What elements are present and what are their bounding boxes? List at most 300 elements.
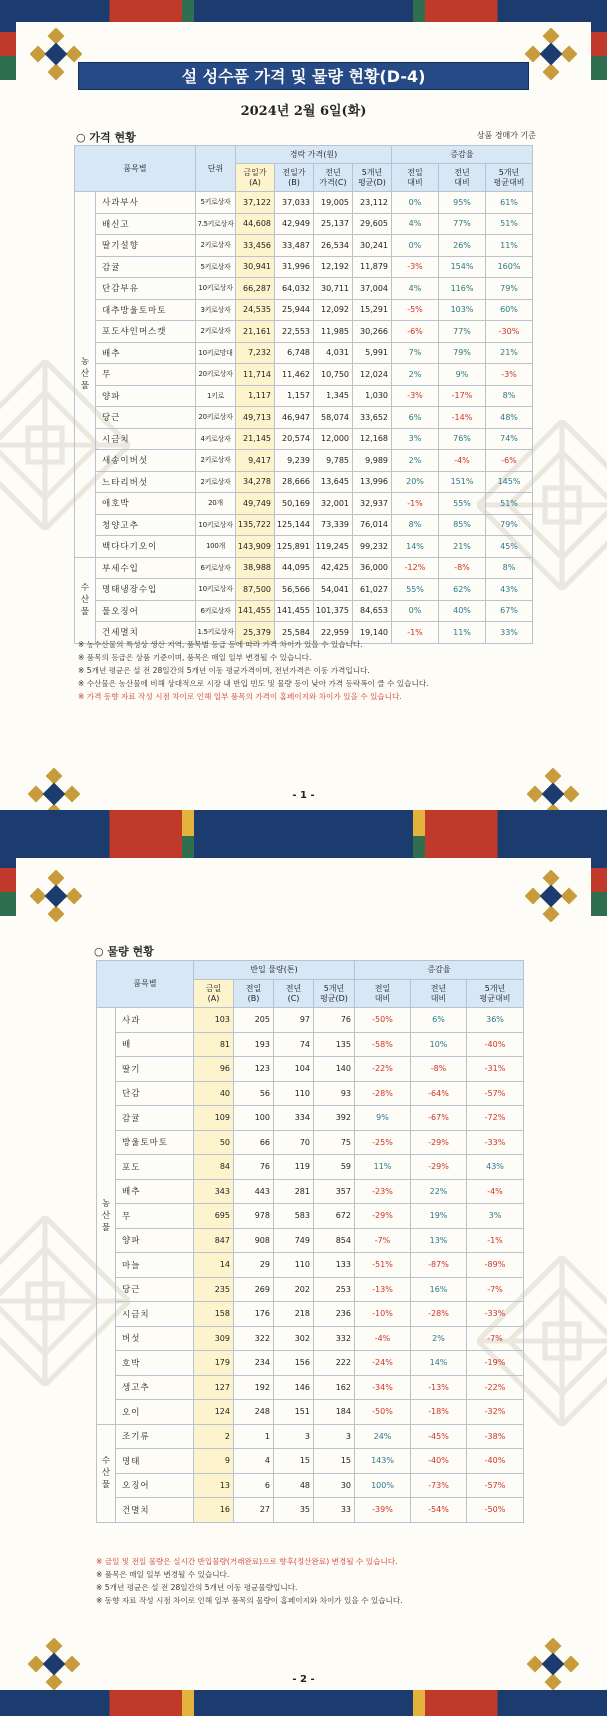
change-vs-year: 26% xyxy=(439,235,486,257)
value-avg5: 15 xyxy=(314,1449,355,1474)
item-name: 딸기설향 xyxy=(96,235,196,257)
item-name: 당근 xyxy=(116,1277,194,1302)
table-row xyxy=(97,1106,524,1131)
value-lastyear: 26,534 xyxy=(314,235,353,257)
change-vs-prev: 3% xyxy=(392,428,439,450)
value-avg5: 12,024 xyxy=(353,364,392,386)
change-vs-prev: 143% xyxy=(355,1449,411,1474)
change-vs-year: 85% xyxy=(439,514,486,536)
value-today: 343 xyxy=(194,1179,234,1204)
value-prev: 25,584 xyxy=(275,622,314,644)
item-unit: 6키로상자 xyxy=(196,600,236,622)
value-today: 44,608 xyxy=(236,213,275,235)
header-vs-avg: 5개년 평균대비 xyxy=(467,980,524,1008)
value-lastyear: 30,711 xyxy=(314,278,353,300)
change-vs-avg: 8% xyxy=(486,385,533,407)
page-2 xyxy=(0,836,607,1716)
change-vs-year: 77% xyxy=(439,321,486,343)
note-line: ※ 농수산물의 특성상 생산 지역, 품목별 등급 등에 따라 가격 차이가 있을 수 있습니다. xyxy=(78,640,363,649)
change-vs-avg: -4% xyxy=(467,1179,524,1204)
value-prev: 205 xyxy=(234,1008,274,1033)
change-vs-year: 151% xyxy=(439,471,486,493)
item-name: 호박 xyxy=(116,1351,194,1376)
value-avg5: 30,241 xyxy=(353,235,392,257)
change-vs-avg: 21% xyxy=(486,342,533,364)
value-prev: 978 xyxy=(234,1204,274,1229)
value-lastyear: 32,001 xyxy=(314,493,353,515)
value-avg5: 1,030 xyxy=(353,385,392,407)
change-vs-avg: -6% xyxy=(486,450,533,472)
value-today: 33,456 xyxy=(236,235,275,257)
value-lastyear: 110 xyxy=(274,1081,314,1106)
group-label: 농 산 물 xyxy=(97,1008,116,1425)
change-vs-prev: 9% xyxy=(355,1106,411,1131)
change-vs-avg: -33% xyxy=(467,1130,524,1155)
change-vs-avg: -40% xyxy=(467,1032,524,1057)
table-row xyxy=(97,1473,524,1498)
change-vs-prev: -34% xyxy=(355,1375,411,1400)
change-vs-year: -28% xyxy=(411,1302,467,1327)
value-prev: 100 xyxy=(234,1106,274,1131)
table-row xyxy=(75,536,533,558)
change-vs-prev: -39% xyxy=(355,1498,411,1523)
value-today: 179 xyxy=(194,1351,234,1376)
table-row xyxy=(75,192,533,214)
header-lastyear: 전년 가격(C) xyxy=(314,164,353,192)
item-name: 배신고 xyxy=(96,213,196,235)
value-avg5: 236 xyxy=(314,1302,355,1327)
value-lastyear: 218 xyxy=(274,1302,314,1327)
change-vs-prev: 0% xyxy=(392,192,439,214)
value-today: 24,535 xyxy=(236,299,275,321)
value-today: 14 xyxy=(194,1253,234,1278)
lattice-ornament-icon xyxy=(525,28,577,80)
table-row xyxy=(97,1351,524,1376)
change-vs-year: -4% xyxy=(439,450,486,472)
value-today: 9 xyxy=(194,1449,234,1474)
change-vs-year: 13% xyxy=(411,1228,467,1253)
header-change-rate: 증감율 xyxy=(355,961,524,980)
value-prev: 1,157 xyxy=(275,385,314,407)
change-vs-prev: -4% xyxy=(355,1326,411,1351)
item-name: 무 xyxy=(96,364,196,386)
page-title: 설 성수품 가격 및 물량 현황(D-4) xyxy=(78,62,529,90)
value-prev: 248 xyxy=(234,1400,274,1425)
change-vs-year: 77% xyxy=(439,213,486,235)
item-name: 감귤 xyxy=(96,256,196,278)
volume-section-title: ○ 물량 현황 xyxy=(94,945,154,958)
change-vs-year: -29% xyxy=(411,1155,467,1180)
table-row xyxy=(75,299,533,321)
change-vs-prev: -3% xyxy=(392,385,439,407)
change-vs-prev: -10% xyxy=(355,1302,411,1327)
value-lastyear: 42,425 xyxy=(314,557,353,579)
change-vs-prev: -51% xyxy=(355,1253,411,1278)
value-today: 695 xyxy=(194,1204,234,1229)
item-unit: 10키로상자 xyxy=(196,514,236,536)
table-row xyxy=(97,1449,524,1474)
table-row xyxy=(75,557,533,579)
value-today: 7,232 xyxy=(236,342,275,364)
value-today: 143,909 xyxy=(236,536,275,558)
change-vs-avg: -72% xyxy=(467,1106,524,1131)
value-lastyear: 12,092 xyxy=(314,299,353,321)
item-unit: 4키로상자 xyxy=(196,428,236,450)
change-vs-prev: -50% xyxy=(355,1400,411,1425)
price-notes xyxy=(78,638,558,703)
table-row xyxy=(97,1057,524,1082)
value-prev: 29 xyxy=(234,1253,274,1278)
table-row xyxy=(97,1400,524,1425)
change-vs-prev: 8% xyxy=(392,514,439,536)
value-lastyear: 19,005 xyxy=(314,192,353,214)
header-vs-year: 전년 대비 xyxy=(411,980,467,1008)
change-vs-year: -54% xyxy=(411,1498,467,1523)
value-today: 2 xyxy=(194,1424,234,1449)
change-vs-year: -13% xyxy=(411,1375,467,1400)
change-vs-prev: 2% xyxy=(392,364,439,386)
table-row xyxy=(75,256,533,278)
table-row xyxy=(97,1326,524,1351)
value-lastyear: 101,375 xyxy=(314,600,353,622)
item-name: 배추 xyxy=(96,342,196,364)
change-vs-prev: -12% xyxy=(392,557,439,579)
note-line: ※ 수산물은 농산물에 비해 상대적으로 시장 내 반입 빈도 및 물량 등이 낮아 가격 등락폭이 클 수 있습니다. xyxy=(78,679,429,688)
value-prev: 20,574 xyxy=(275,428,314,450)
table-row xyxy=(97,1130,524,1155)
item-name: 물오징어 xyxy=(96,600,196,622)
value-today: 66,287 xyxy=(236,278,275,300)
value-avg5: 5,991 xyxy=(353,342,392,364)
item-name: 느타리버섯 xyxy=(96,471,196,493)
table-row xyxy=(97,1008,524,1033)
value-lastyear: 13,645 xyxy=(314,471,353,493)
top-decorative-stripe xyxy=(0,836,607,858)
value-prev: 443 xyxy=(234,1179,274,1204)
item-name: 시금치 xyxy=(116,1302,194,1327)
change-vs-year: -67% xyxy=(411,1106,467,1131)
group-label: 농 산 물 xyxy=(75,192,96,558)
change-vs-year: -14% xyxy=(439,407,486,429)
change-vs-avg: 8% xyxy=(486,557,533,579)
top-decorative-stripe xyxy=(0,0,607,22)
value-prev: 1 xyxy=(234,1424,274,1449)
value-lastyear: 12,000 xyxy=(314,428,353,450)
value-prev: 33,487 xyxy=(275,235,314,257)
group-label: 수 산 물 xyxy=(97,1424,116,1522)
header-avg5: 5개년 평균(D) xyxy=(353,164,392,192)
value-prev: 322 xyxy=(234,1326,274,1351)
change-vs-prev: -13% xyxy=(355,1277,411,1302)
header-item: 품목별 xyxy=(75,146,196,192)
table-row xyxy=(97,1277,524,1302)
item-unit: 5키로상자 xyxy=(196,256,236,278)
value-lastyear: 281 xyxy=(274,1179,314,1204)
value-lastyear: 12,192 xyxy=(314,256,353,278)
item-name: 사과 xyxy=(116,1008,194,1033)
item-name: 양파 xyxy=(116,1228,194,1253)
value-lastyear: 9,785 xyxy=(314,450,353,472)
change-vs-avg: 145% xyxy=(486,471,533,493)
item-name: 시금치 xyxy=(96,428,196,450)
change-vs-year: -8% xyxy=(439,557,486,579)
change-vs-prev: -6% xyxy=(392,321,439,343)
value-avg5: 140 xyxy=(314,1057,355,1082)
change-vs-prev: 20% xyxy=(392,471,439,493)
note-line-warning: ※ 가격 동향 자료 작성 시점 차이로 인해 일부 품목의 가격이 홈페이지와 차이가 있을 수 있습니다. xyxy=(78,692,402,701)
change-vs-avg: 48% xyxy=(486,407,533,429)
change-vs-avg: -3% xyxy=(486,364,533,386)
value-today: 25,379 xyxy=(236,622,275,644)
header-today: 금일 (A) xyxy=(194,980,234,1008)
value-today: 9,417 xyxy=(236,450,275,472)
table-row xyxy=(75,213,533,235)
change-vs-avg: -89% xyxy=(467,1253,524,1278)
change-vs-avg: -40% xyxy=(467,1449,524,1474)
value-today: 49,713 xyxy=(236,407,275,429)
table-row xyxy=(97,1253,524,1278)
value-avg5: 61,027 xyxy=(353,579,392,601)
value-prev: 76 xyxy=(234,1155,274,1180)
item-name: 포도 xyxy=(116,1155,194,1180)
table-row xyxy=(75,450,533,472)
header-incoming-volume: 반입 물량(톤) xyxy=(194,961,355,980)
value-today: 21,145 xyxy=(236,428,275,450)
bottom-decorative-stripe xyxy=(0,810,607,836)
change-vs-prev: 0% xyxy=(392,600,439,622)
table-row xyxy=(75,428,533,450)
change-vs-year: -40% xyxy=(411,1449,467,1474)
change-vs-prev: -24% xyxy=(355,1351,411,1376)
header-vs-avg: 5개년 평균대비 xyxy=(486,164,533,192)
change-vs-prev: -1% xyxy=(392,493,439,515)
value-lastyear: 104 xyxy=(274,1057,314,1082)
value-prev: 46,947 xyxy=(275,407,314,429)
change-vs-avg: 79% xyxy=(486,514,533,536)
report-date: 2024년 2월 6일(화) xyxy=(240,104,367,119)
change-vs-prev: -1% xyxy=(392,622,439,644)
change-vs-prev: -22% xyxy=(355,1057,411,1082)
value-lastyear: 334 xyxy=(274,1106,314,1131)
value-prev: 234 xyxy=(234,1351,274,1376)
item-name: 마늘 xyxy=(116,1253,194,1278)
item-name: 대추방울토마토 xyxy=(96,299,196,321)
value-prev: 123 xyxy=(234,1057,274,1082)
change-vs-prev: -29% xyxy=(355,1204,411,1229)
value-avg5: 76 xyxy=(314,1008,355,1033)
value-avg5: 30,266 xyxy=(353,321,392,343)
change-vs-year: 16% xyxy=(411,1277,467,1302)
value-avg5: 33,652 xyxy=(353,407,392,429)
value-today: 235 xyxy=(194,1277,234,1302)
change-vs-prev: 2% xyxy=(392,450,439,472)
value-avg5: 76,014 xyxy=(353,514,392,536)
value-lastyear: 11,985 xyxy=(314,321,353,343)
table-row xyxy=(97,1498,524,1523)
value-lastyear: 97 xyxy=(274,1008,314,1033)
value-today: 847 xyxy=(194,1228,234,1253)
price-section-title: ○ 가격 현황 xyxy=(76,131,136,144)
item-unit: 2키로상자 xyxy=(196,471,236,493)
change-vs-year: 95% xyxy=(439,192,486,214)
value-avg5: 59 xyxy=(314,1155,355,1180)
value-lastyear: 4,031 xyxy=(314,342,353,364)
value-today: 158 xyxy=(194,1302,234,1327)
value-lastyear: 70 xyxy=(274,1130,314,1155)
change-vs-avg: -57% xyxy=(467,1081,524,1106)
value-today: 50 xyxy=(194,1130,234,1155)
table-row xyxy=(75,514,533,536)
change-vs-year: 40% xyxy=(439,600,486,622)
change-vs-year: 116% xyxy=(439,278,486,300)
value-avg5: 184 xyxy=(314,1400,355,1425)
item-name: 오징어 xyxy=(116,1473,194,1498)
value-lastyear: 156 xyxy=(274,1351,314,1376)
change-vs-avg: 160% xyxy=(486,256,533,278)
table-row xyxy=(97,1424,524,1449)
value-today: 13 xyxy=(194,1473,234,1498)
item-unit: 6키로상자 xyxy=(196,557,236,579)
change-vs-year: -45% xyxy=(411,1424,467,1449)
value-prev: 44,095 xyxy=(275,557,314,579)
change-vs-year: 19% xyxy=(411,1204,467,1229)
note-line: ※ 5개년 평균은 설 전 28일간의 5개년 이동 평균물량입니다. xyxy=(96,1583,298,1592)
value-today: 84 xyxy=(194,1155,234,1180)
item-name: 조기류 xyxy=(116,1424,194,1449)
value-avg5: 222 xyxy=(314,1351,355,1376)
value-today: 109 xyxy=(194,1106,234,1131)
change-vs-avg: 33% xyxy=(486,622,533,644)
value-lastyear: 302 xyxy=(274,1326,314,1351)
value-prev: 64,032 xyxy=(275,278,314,300)
item-unit: 100개 xyxy=(196,536,236,558)
value-avg5: 133 xyxy=(314,1253,355,1278)
lattice-ornament-icon xyxy=(30,28,82,80)
change-vs-prev: -5% xyxy=(392,299,439,321)
value-lastyear: 749 xyxy=(274,1228,314,1253)
value-avg5: 392 xyxy=(314,1106,355,1131)
item-unit: 10키로상자 xyxy=(196,579,236,601)
value-avg5: 13,996 xyxy=(353,471,392,493)
value-avg5: 99,232 xyxy=(353,536,392,558)
right-decorative-strip xyxy=(591,0,607,80)
page-1 xyxy=(0,0,607,836)
value-avg5: 3 xyxy=(314,1424,355,1449)
change-vs-avg: -30% xyxy=(486,321,533,343)
item-name: 버섯 xyxy=(116,1326,194,1351)
change-vs-prev: 55% xyxy=(392,579,439,601)
item-name: 배 xyxy=(116,1032,194,1057)
change-vs-avg: -31% xyxy=(467,1057,524,1082)
note-line-warning: ※ 금일 및 전일 물량은 실시간 반입물량(거래완료)으로 향후(정산완료) 변경될 수 있습니다. xyxy=(96,1557,398,1566)
table-row xyxy=(97,1155,524,1180)
header-auction-price: 경락 가격(원) xyxy=(236,146,392,164)
change-vs-year: 154% xyxy=(439,256,486,278)
value-prev: 269 xyxy=(234,1277,274,1302)
item-name: 백다다기오이 xyxy=(96,536,196,558)
change-vs-avg: 3% xyxy=(467,1204,524,1229)
change-vs-avg: -50% xyxy=(467,1498,524,1523)
value-prev: 56 xyxy=(234,1081,274,1106)
value-today: 38,988 xyxy=(236,557,275,579)
note-line: ※ 동향 자료 작성 시점 차이로 인해 일부 품목의 물량이 홈페이지와 차이가 있을 수 있습니다. xyxy=(96,1596,403,1605)
value-lastyear: 10,750 xyxy=(314,364,353,386)
value-today: 37,122 xyxy=(236,192,275,214)
value-today: 87,500 xyxy=(236,579,275,601)
change-vs-avg: 67% xyxy=(486,600,533,622)
change-vs-year: 21% xyxy=(439,536,486,558)
value-prev: 66 xyxy=(234,1130,274,1155)
value-avg5: 253 xyxy=(314,1277,355,1302)
change-vs-avg: 36% xyxy=(467,1008,524,1033)
item-name: 단감 xyxy=(116,1081,194,1106)
value-prev: 9,239 xyxy=(275,450,314,472)
value-avg5: 84,653 xyxy=(353,600,392,622)
change-vs-prev: -28% xyxy=(355,1081,411,1106)
table-row xyxy=(75,364,533,386)
value-lastyear: 35 xyxy=(274,1498,314,1523)
item-name: 배추 xyxy=(116,1179,194,1204)
item-unit: 5키로상자 xyxy=(196,192,236,214)
item-name: 무 xyxy=(116,1204,194,1229)
item-name: 단감부유 xyxy=(96,278,196,300)
change-vs-prev: -3% xyxy=(392,256,439,278)
table-row xyxy=(75,342,533,364)
change-vs-year: 14% xyxy=(411,1351,467,1376)
change-vs-year: 62% xyxy=(439,579,486,601)
header-change-rate: 증감율 xyxy=(392,146,533,164)
item-unit: 2키로상자 xyxy=(196,235,236,257)
value-today: 34,278 xyxy=(236,471,275,493)
table-row xyxy=(75,385,533,407)
table-row xyxy=(75,471,533,493)
item-unit: 10키로망대 xyxy=(196,342,236,364)
page-number: - 2 - xyxy=(292,1674,315,1685)
value-avg5: 9,989 xyxy=(353,450,392,472)
change-vs-prev: 4% xyxy=(392,213,439,235)
header-vs-prev: 전일 대비 xyxy=(392,164,439,192)
value-prev: 22,553 xyxy=(275,321,314,343)
value-today: 135,722 xyxy=(236,514,275,536)
item-unit: 2키로상자 xyxy=(196,321,236,343)
change-vs-year: 76% xyxy=(439,428,486,450)
value-today: 103 xyxy=(194,1008,234,1033)
change-vs-year: 10% xyxy=(411,1032,467,1057)
price-basis-note: 상품 경매가 기준 xyxy=(476,131,536,140)
page-number: - 1 - xyxy=(292,790,315,801)
header-unit: 단위 xyxy=(196,146,236,192)
header-avg5: 5개년 평균(D) xyxy=(314,980,355,1008)
item-name: 명태 xyxy=(116,1449,194,1474)
value-lastyear: 3 xyxy=(274,1424,314,1449)
value-lastyear: 48 xyxy=(274,1473,314,1498)
item-name: 새송이버섯 xyxy=(96,450,196,472)
value-today: 96 xyxy=(194,1057,234,1082)
change-vs-prev: 0% xyxy=(392,235,439,257)
value-lastyear: 73,339 xyxy=(314,514,353,536)
right-decorative-strip xyxy=(591,836,607,916)
item-name: 사과부사 xyxy=(96,192,196,214)
table-row xyxy=(75,493,533,515)
value-today: 124 xyxy=(194,1400,234,1425)
value-avg5: 19,140 xyxy=(353,622,392,644)
change-vs-avg: -38% xyxy=(467,1424,524,1449)
value-prev: 6 xyxy=(234,1473,274,1498)
change-vs-avg: 51% xyxy=(486,493,533,515)
change-vs-year: -17% xyxy=(439,385,486,407)
value-avg5: 332 xyxy=(314,1326,355,1351)
table-row xyxy=(97,1375,524,1400)
